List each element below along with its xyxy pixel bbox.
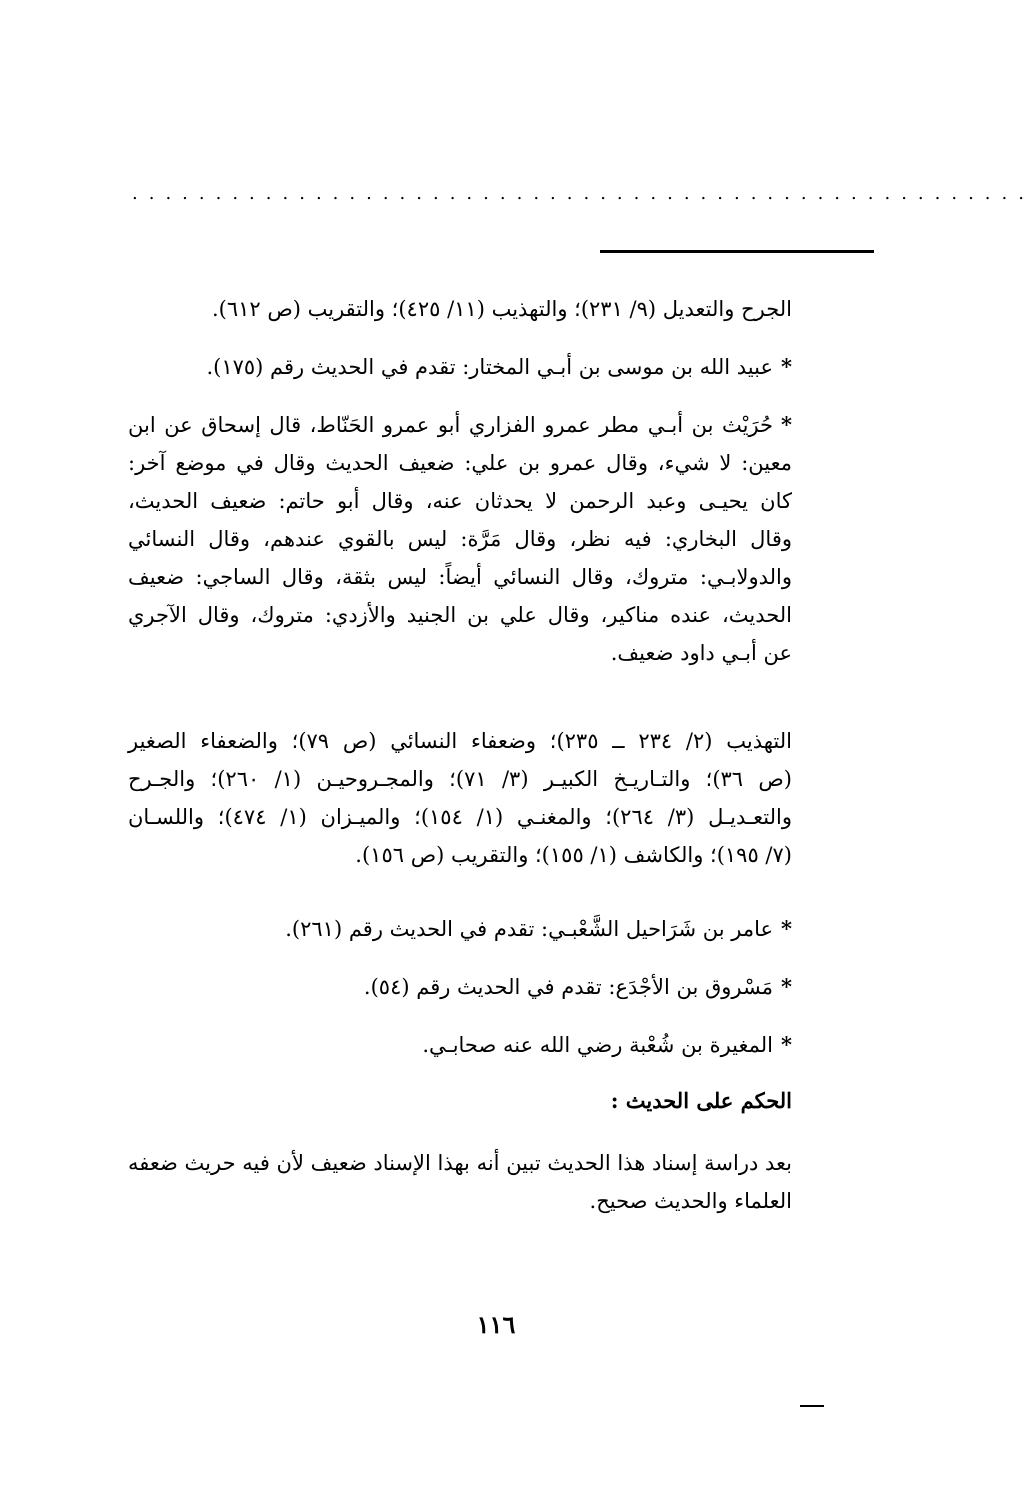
- sources-block: [128, 722, 792, 874]
- hurayth-line-3: كان يحيـى وعبد الرحمن لا يحدثان عنه، وقال أبو حاتم: ضعيف الحديث،: [128, 489, 792, 513]
- verdict-line-1: بعد دراسة إسناد هذا الحديث تبين أنه بهذا الإسناد ضعيف لأن فيه حريث ضعفه: [128, 1151, 792, 1175]
- sources-line-4: (٧/ ١٩٥)؛ والكاشف (١/ ١٥٥)؛ والتقريب (ص ١٥٦).: [355, 843, 792, 867]
- sources-line-2: (ص ٣٦)؛ والتـاريـخ الكبيـر (٣/ ٧١)؛ والمجـروحيـن (١/ ٢٦٠)؛ والجـرح: [128, 767, 792, 791]
- hurayth-line-5: والدولابـي: متروك، وقال النسائي أيضاً: ليس بثقة، وقال الساجي: ضعيف: [128, 565, 792, 589]
- hurayth-line-7: عن أبـي داود ضعيف.: [610, 641, 792, 665]
- printer-mark: [800, 1405, 824, 1407]
- footnote-top-block: [128, 290, 792, 328]
- dotted-separator: ......................................................: [132, 183, 1035, 204]
- verdict-heading: الحكم على الحديث :: [610, 1088, 792, 1113]
- narrator-ubaydullah: [128, 348, 792, 386]
- narrator-text: المغيرة بن شُعْبة رضي الله عنه صحابـي.: [422, 1033, 774, 1057]
- narrator-amir: [128, 910, 792, 948]
- narrator-text: عامر بن شَرَاحيل الشَّعْبـي: تقدم في الحديث رقم (٢٦١).: [285, 917, 774, 941]
- star-marker: *: [781, 1032, 792, 1057]
- hurayth-line-6: الحديث، عنده مناكير، وقال علي بن الجنيد والأزدي: متروك، وقال الآجري: [128, 603, 792, 627]
- sources-line-3: والتعـديـل (٣/ ٢٦٤)؛ والمغنـي (١/ ١٥٤)؛ والميـزان (١/ ٤٧٤)؛ واللسـان: [128, 805, 792, 829]
- narrator-text: عبيد الله بن موسى بن أبـي المختار: تقدم في الحديث رقم (١٧٥).: [206, 355, 774, 379]
- verdict-line-2: العلماء والحديث صحيح.: [589, 1189, 792, 1213]
- hurayth-line-4: وقال البخاري: فيه نظر، وقال مَرَّة: ليس بالقوي عندهم، وقال النسائي: [128, 527, 792, 551]
- narrator-hurayth: [128, 406, 792, 672]
- star-marker: *: [781, 974, 792, 999]
- narrator-text: مَسْروق بن الأجْدَع: تقدم في الحديث رقم (٥٤).: [363, 975, 774, 999]
- hurayth-line-2: معين: لا شيء، وقال عمرو بن علي: ضعيف الحديث وقال في موضع آخر:: [128, 451, 792, 475]
- sources-line-1: التهذيب (٢/ ٢٣٤ ــ ٢٣٥)؛ وضعفاء النسائي (ص ٧٩)؛ والضعفاء الصغير: [128, 729, 792, 753]
- star-marker: *: [781, 916, 792, 941]
- footnote-top: الجرح والتعديل (٩/ ٢٣١)؛ والتهذيب (١١/ ٤٢٥)؛ والتقريب (ص ٦١٢).: [211, 297, 792, 321]
- star-marker: *: [781, 354, 792, 379]
- page-number: ١١٦: [476, 1310, 516, 1339]
- narrator-mughira: [128, 1026, 792, 1064]
- narrator-masruq: [128, 968, 792, 1006]
- star-marker: *: [781, 412, 792, 437]
- verdict-block: [128, 1144, 792, 1220]
- verdict-heading-block: [128, 1088, 792, 1113]
- footnote-rule: [600, 250, 874, 253]
- hurayth-line-1: حُرَيْث بن أبـي مطر عمرو الفزاري أبو عمرو الحَنّاط، قال إسحاق عن ابن: [128, 413, 774, 437]
